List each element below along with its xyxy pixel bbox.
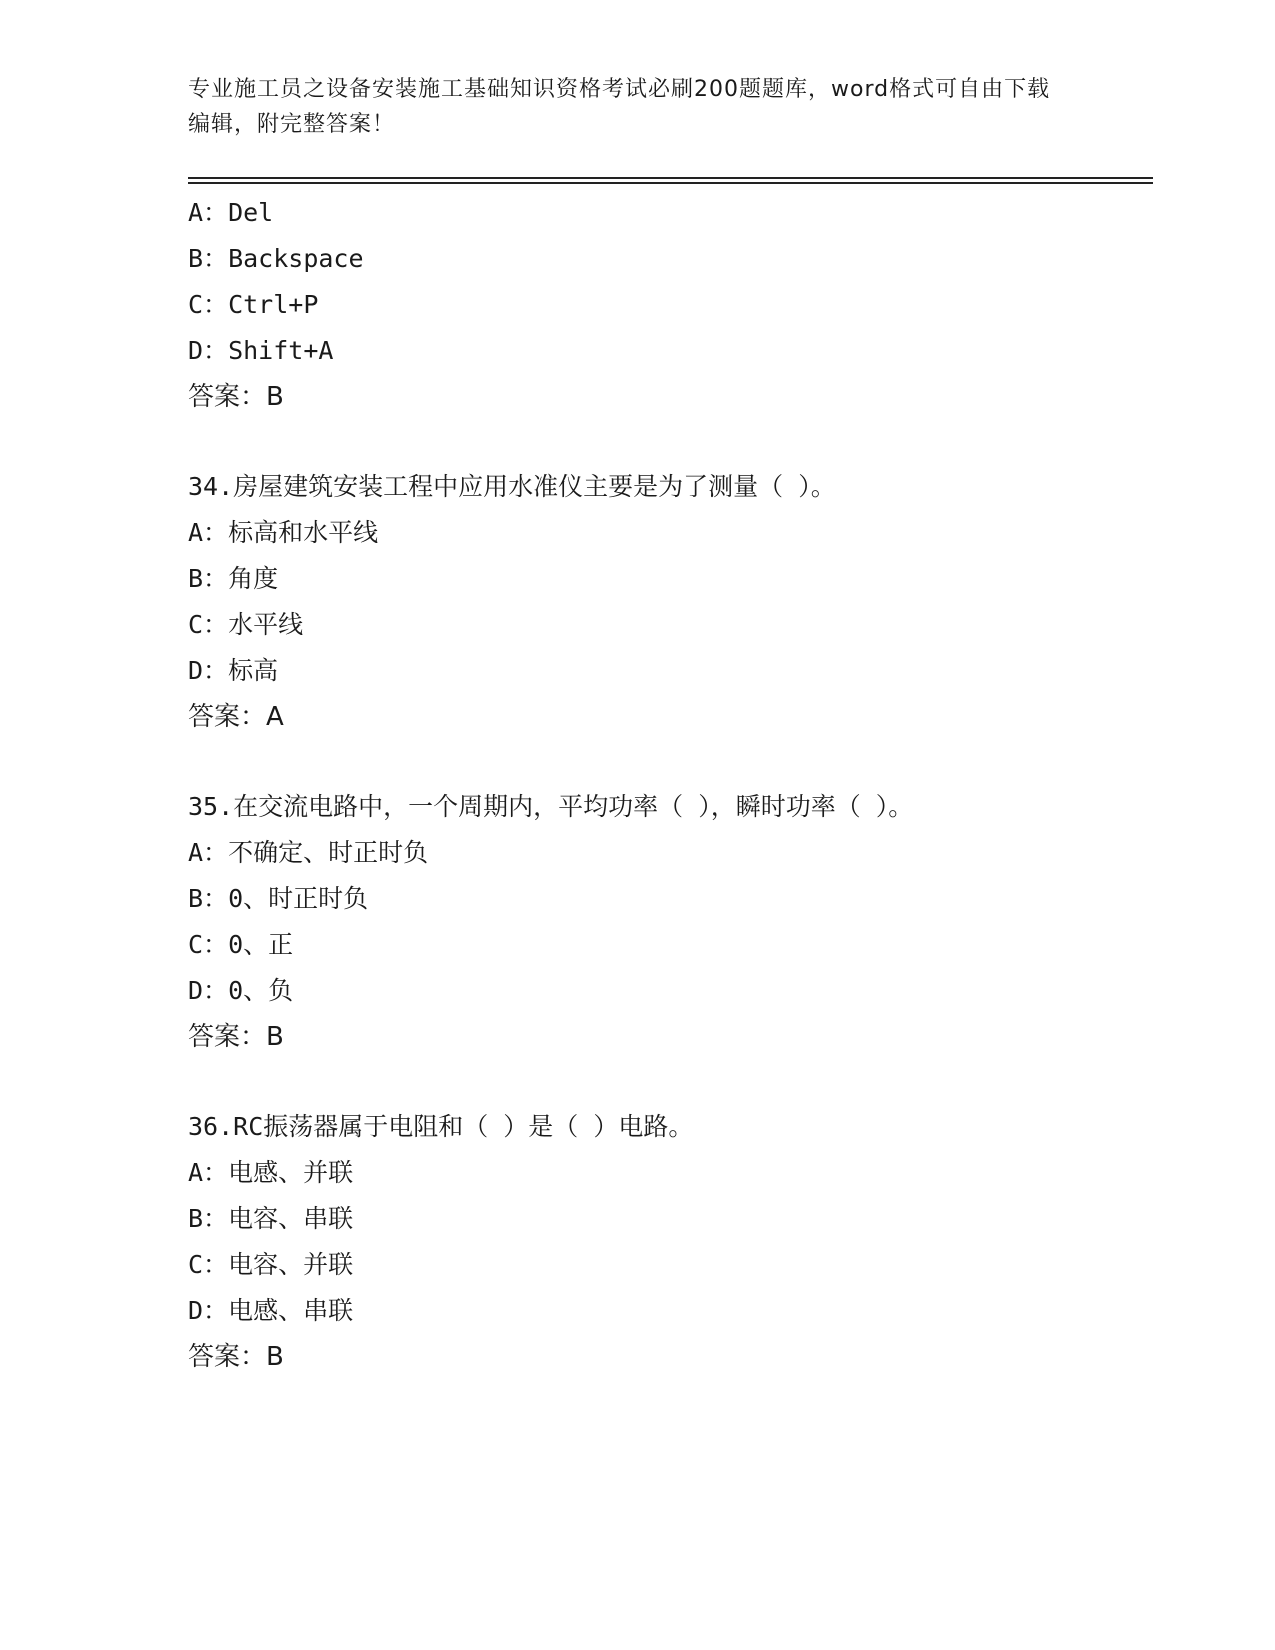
option-label: D： (188, 336, 229, 365)
header-rule-bottom (188, 182, 1153, 184)
option-label: B： (188, 564, 229, 593)
option-label: A： (188, 838, 229, 867)
question-list (188, 190, 1148, 1380)
question-35 (188, 784, 1148, 1060)
answer: 答案：A (188, 702, 284, 732)
option-label: D： (188, 976, 229, 1005)
option-c (188, 1242, 1148, 1288)
option-label: C： (188, 610, 229, 639)
option-label: D： (188, 656, 229, 685)
answer: 答案：B (188, 1022, 284, 1052)
option-label: B： (188, 1204, 229, 1233)
partial-question (188, 190, 1148, 420)
option-d (188, 1288, 1148, 1334)
question-34 (188, 464, 1148, 740)
option-text: Ctrl+P (228, 290, 319, 319)
option-a (188, 830, 1148, 876)
option-text: 电感、串联 (228, 1296, 354, 1325)
option-text: 不确定、时正时负 (228, 838, 429, 867)
option-label: A： (188, 1158, 229, 1187)
answer: 答案：B (188, 382, 284, 412)
option-text: Del (228, 198, 274, 227)
question-stem: 34.房屋建筑安装工程中应用水准仪主要是为了测量（ ）。 (188, 472, 836, 501)
question-stem: 35.在交流电路中，一个周期内，平均功率（ ），瞬时功率（ ）。 (188, 792, 914, 821)
header-rule-top (188, 177, 1153, 179)
option-text: Backspace (228, 244, 364, 273)
option-label: C： (188, 930, 229, 959)
option-label: C： (188, 290, 229, 319)
option-label: A： (188, 518, 229, 547)
option-a (188, 510, 1148, 556)
option-text: 0、正 (228, 930, 294, 959)
option-b (188, 236, 1148, 282)
option-label: C： (188, 1250, 229, 1279)
option-text: Shift+A (228, 336, 334, 365)
option-b (188, 1196, 1148, 1242)
option-text: 0、负 (228, 976, 294, 1005)
option-label: A： (188, 198, 229, 227)
option-text: 0、时正时负 (228, 884, 369, 913)
option-c (188, 602, 1148, 648)
option-c (188, 282, 1148, 328)
option-label: B： (188, 884, 229, 913)
option-text: 水平线 (228, 610, 304, 639)
option-label: D： (188, 1296, 229, 1325)
option-text: 电感、并联 (228, 1158, 354, 1187)
question-stem: 36.RC振荡器属于电阻和（ ）是（ ）电路。 (188, 1112, 694, 1141)
option-d (188, 968, 1148, 1014)
option-text: 标高 (228, 656, 279, 685)
option-b (188, 556, 1148, 602)
option-text: 电容、串联 (228, 1204, 354, 1233)
question-36 (188, 1104, 1148, 1380)
option-text: 标高和水平线 (228, 518, 379, 547)
option-text: 电容、并联 (228, 1250, 354, 1279)
option-c (188, 922, 1148, 968)
option-a (188, 1150, 1148, 1196)
option-d (188, 328, 1148, 374)
option-b (188, 876, 1148, 922)
option-text: 角度 (228, 564, 279, 593)
answer: 答案：B (188, 1342, 284, 1372)
option-a (188, 190, 1148, 236)
option-label: B： (188, 244, 229, 273)
document-title: 专业施工员之设备安装施工基础知识资格考试必刷200题题库，word格式可自由下载编辑，附完整答案！ (188, 77, 1051, 137)
option-d (188, 648, 1148, 694)
